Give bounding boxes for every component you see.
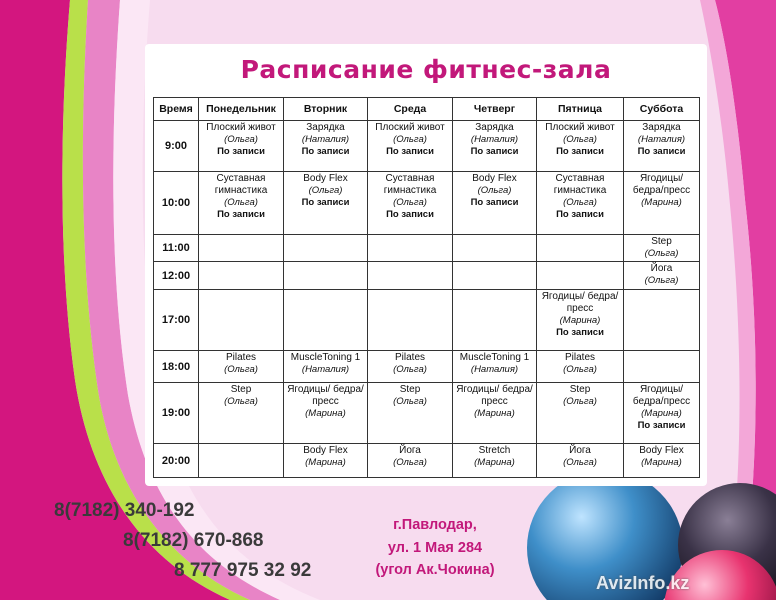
instructor-name: (Ольга) <box>308 184 343 196</box>
header-thursday: Четверг <box>453 98 537 121</box>
class-name: Body Flex <box>303 445 348 457</box>
class-cell-thursday <box>453 262 537 289</box>
class-cell-thursday <box>453 383 537 444</box>
class-cell-thursday <box>453 289 537 350</box>
class-name: Body Flex <box>472 172 517 184</box>
class-cell-tuesday <box>284 121 368 172</box>
header-wednesday: Среда <box>368 98 453 121</box>
class-cell-tuesday <box>284 171 368 234</box>
class-cell-thursday <box>453 121 537 172</box>
instructor-name: (Ольга) <box>393 363 427 375</box>
address-street: ул. 1 Мая 284 <box>387 540 483 556</box>
class-cell-saturday <box>624 171 700 234</box>
time-cell: 19:00 <box>154 383 199 444</box>
class-name: Суставная гимнастика <box>383 172 437 196</box>
class-name: Stretch <box>478 445 511 457</box>
instructor-name: (Ольга) <box>393 134 427 145</box>
class-cell-saturday <box>624 350 700 383</box>
booking-note: По записи <box>386 146 434 157</box>
booking-note: По записи <box>637 420 686 432</box>
header-row <box>154 98 700 121</box>
class-name: Ягодицы/ бедра/пресс <box>632 384 691 408</box>
class-cell-saturday <box>624 262 700 289</box>
class-cell-friday <box>537 121 624 172</box>
class-cell-tuesday <box>284 350 368 383</box>
schedule-body <box>154 121 700 478</box>
table-row <box>154 234 700 261</box>
class-cell-friday <box>537 444 624 478</box>
class-cell-tuesday <box>284 262 368 289</box>
class-cell-saturday <box>624 444 700 478</box>
table-row <box>154 444 700 478</box>
table-row <box>154 350 700 383</box>
class-name: Step <box>569 384 591 396</box>
instructor-name: (Марина) <box>305 408 346 420</box>
class-cell-tuesday <box>284 234 368 261</box>
class-cell-friday <box>537 350 624 383</box>
phone-1: 8(7182) 340-192 <box>54 500 195 521</box>
class-name: Зарядка <box>306 122 345 133</box>
class-cell-wednesday <box>368 350 453 383</box>
instructor-name: (Марина) <box>305 457 346 469</box>
table-row <box>154 289 700 350</box>
class-cell-saturday <box>624 383 700 444</box>
instructor-name: (Ольга) <box>393 457 427 469</box>
time-cell: 11:00 <box>154 234 199 261</box>
booking-note: По записи <box>470 146 519 157</box>
header-tuesday: Вторник <box>284 98 368 121</box>
phone-3: 8 777 975 32 92 <box>174 560 312 581</box>
instructor-name: (Наталия) <box>470 134 519 145</box>
time-cell: 9:00 <box>154 121 199 172</box>
class-cell-monday <box>199 121 284 172</box>
instructor-name: (Марина) <box>474 408 515 420</box>
instructor-name: (Ольга) <box>224 196 258 208</box>
class-name: Pilates <box>394 351 425 363</box>
instructor-name: (Ольга) <box>644 247 679 259</box>
time-cell: 12:00 <box>154 262 199 289</box>
class-name: Йога <box>569 445 591 457</box>
booking-note: По записи <box>470 196 519 208</box>
header-saturday: Суббота <box>624 98 700 121</box>
class-name: Body Flex <box>639 445 684 457</box>
class-name: MuscleToning 1 <box>290 351 361 363</box>
header-monday: Понедельник <box>199 98 284 121</box>
schedule-table <box>153 97 700 478</box>
class-cell-friday <box>537 289 624 350</box>
class-name: Плоский живот <box>375 122 445 133</box>
instructor-name: (Ольга) <box>477 184 512 196</box>
class-name: Step <box>651 235 672 247</box>
class-cell-thursday <box>453 171 537 234</box>
class-name: Зарядка <box>642 122 681 133</box>
class-name: Суставная гимнастика <box>553 172 607 196</box>
address-city: г.Павлодар, <box>393 517 477 533</box>
class-name: Зарядка <box>475 122 514 133</box>
instructor-name: (Ольга) <box>563 134 597 145</box>
instructor-name: (Ольга) <box>644 275 679 287</box>
instructor-name: (Наталия) <box>301 134 350 145</box>
booking-note: По записи <box>217 208 265 220</box>
class-cell-monday <box>199 444 284 478</box>
watermark: AvizInfo.kz <box>596 573 690 593</box>
class-cell-tuesday <box>284 444 368 478</box>
class-cell-monday <box>199 289 284 350</box>
class-name: Плоский живот <box>545 122 615 133</box>
class-name: Step <box>399 384 421 396</box>
address-corner: (угол Ак.Чокина) <box>375 562 495 578</box>
instructor-name: (Ольга) <box>563 457 597 469</box>
class-cell-wednesday <box>368 289 453 350</box>
instructor-name: (Марина) <box>641 457 682 469</box>
class-cell-monday <box>199 383 284 444</box>
time-cell: 18:00 <box>154 350 199 383</box>
booking-note: По записи <box>556 208 604 220</box>
table-row <box>154 121 700 172</box>
class-cell-saturday <box>624 121 700 172</box>
table-row <box>154 262 700 289</box>
class-cell-thursday <box>453 234 537 261</box>
class-cell-wednesday <box>368 121 453 172</box>
class-cell-friday <box>537 383 624 444</box>
booking-note: По записи <box>217 146 265 157</box>
class-cell-monday <box>199 350 284 383</box>
time-cell: 17:00 <box>154 289 199 350</box>
class-cell-wednesday <box>368 171 453 234</box>
instructor-name: (Наталия) <box>470 363 519 375</box>
instructor-name: (Марина) <box>474 457 515 469</box>
booking-note: По записи <box>301 196 350 208</box>
instructor-name: (Наталия) <box>637 134 686 145</box>
class-name: Суставная гимнастика <box>214 172 268 196</box>
class-cell-monday <box>199 262 284 289</box>
class-name: Body Flex <box>303 172 348 184</box>
header-friday: Пятница <box>537 98 624 121</box>
class-cell-monday <box>199 171 284 234</box>
phone-2: 8(7182) 670-868 <box>123 530 264 551</box>
class-name: Pilates <box>225 351 256 363</box>
booking-note: По записи <box>556 146 604 157</box>
class-name: Ягодицы/ бедра/пресс <box>632 172 691 196</box>
class-cell-friday <box>537 234 624 261</box>
instructor-name: (Ольга) <box>563 196 597 208</box>
class-cell-thursday <box>453 350 537 383</box>
class-cell-thursday <box>453 444 537 478</box>
class-cell-monday <box>199 234 284 261</box>
header-time: Время <box>154 98 199 121</box>
page-title: Расписание фитнес-зала <box>240 55 612 84</box>
class-name: Плоский живот <box>206 122 276 133</box>
class-cell-saturday <box>624 234 700 261</box>
class-name: Ягодицы/ бедра/пресс <box>456 384 533 408</box>
booking-note: По записи <box>556 326 604 338</box>
class-name: MuscleToning 1 <box>459 351 530 363</box>
class-cell-tuesday <box>284 383 368 444</box>
instructor-name: (Ольга) <box>224 396 258 408</box>
class-name: Йога <box>399 445 421 457</box>
class-name: Pilates <box>564 351 595 363</box>
class-cell-wednesday <box>368 383 453 444</box>
booking-note: По записи <box>386 208 434 220</box>
instructor-name: (Марина) <box>641 196 682 208</box>
class-name: Step <box>230 384 252 396</box>
class-name: Ягодицы/ бедра/пресс <box>541 290 619 314</box>
booking-note: По записи <box>637 146 686 157</box>
instructor-name: (Ольга) <box>224 134 258 145</box>
booking-note: По записи <box>301 146 350 157</box>
instructor-name: (Ольга) <box>224 363 258 375</box>
class-cell-wednesday <box>368 234 453 261</box>
table-row <box>154 171 700 234</box>
class-name: Йога <box>650 263 673 275</box>
class-cell-friday <box>537 262 624 289</box>
class-cell-tuesday <box>284 289 368 350</box>
class-cell-wednesday <box>368 444 453 478</box>
time-cell: 20:00 <box>154 444 199 478</box>
instructor-name: (Ольга) <box>563 363 597 375</box>
class-name: Ягодицы/ бедра/пресс <box>287 384 364 408</box>
instructor-name: (Марина) <box>641 408 682 420</box>
time-cell: 10:00 <box>154 171 199 234</box>
class-cell-friday <box>537 171 624 234</box>
class-cell-wednesday <box>368 262 453 289</box>
instructor-name: (Наталия) <box>301 363 350 375</box>
table-row <box>154 383 700 444</box>
class-cell-saturday <box>624 289 700 350</box>
instructor-name: (Ольга) <box>393 196 427 208</box>
instructor-name: (Марина) <box>559 314 601 326</box>
instructor-name: (Ольга) <box>393 396 427 408</box>
instructor-name: (Ольга) <box>563 396 597 408</box>
